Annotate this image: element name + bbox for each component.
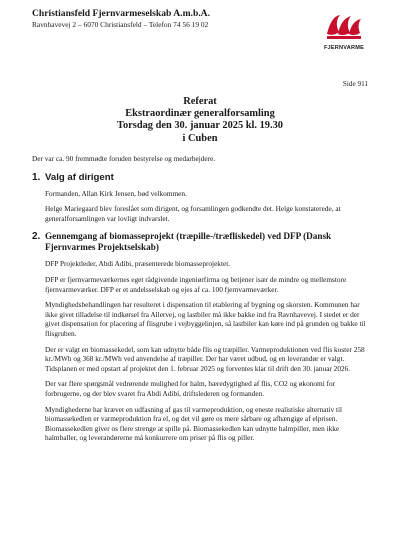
paragraph: DFP er fjernvarmeværkernes eget rådgivende ingeniørfirma og betjener især de mindre og mellemstore fjernvarmeværker. DFP er et andelsselskab og ejes af ca. 100 fjernvarmeværker.	[45, 274, 347, 294]
section-number: 1.	[32, 171, 41, 183]
document-body	[32, 154, 368, 449]
section-number: 2.	[32, 231, 41, 243]
flame-wave-icon	[324, 12, 364, 42]
document-title	[32, 96, 368, 145]
fjernvarme-logo	[320, 12, 368, 58]
logo-wordmark: FJERNVARME	[323, 45, 365, 51]
paragraph: Der var flere spørgsmål vedrørende mulighed for halm, bæredygtighed af flis, CO2 og økonomi for forbrugerne, og der blev svaret fra Abdi Adibi, driftslederen og formanden.	[45, 379, 336, 398]
paragraph: Helge Mariegaard blev foreslået som dirigent, og forsamlingen godkendte det. Helge konstaterede, at generalforsamlingen var lovligt indvarslet.	[45, 204, 341, 223]
paragraph: Myndighederne har krævet en udfasning af gas til varmeproduktion, og eneste realistiske alternativ til biomassekedlen er varmeproduktion fra el, og det vil gøre os mere sårbare og afhængige af elprisen. Biomassekedlen giver os flere strenge at spille på. Biomassekedlen kan udnytte halmpiller, men ikke halmballer, og leverandørerne må konkurrere om priser på flis og piller.	[45, 404, 343, 443]
company-address: Ravnhavevej 2 – 6070 Christiansfeld – Telefon 74 56 19 02	[32, 20, 209, 29]
section-title: Gennemgang af biomasseprojekt (træpille-/træfliskedel) ved DFP (Dansk Fjernvarmes Projektselskab)	[45, 231, 332, 253]
paragraph: Myndighedsbehandlingen har resulteret i dispensation til etablering af bygning og skorsten. Kommunen har ikke givet tilladelse til indkørsel fra Allervej, og lastbiler må ikke bakke ind fra Ravnhavevej. I stedet er der givet dispensation for placering af flisgrube i vejbyggelinjen, så lastbiler kan køre ind på grunden og bakke til flisgruben.	[45, 300, 366, 338]
title-line-3: Torsdag den 30. januar 2025 kl. 19.30	[117, 120, 283, 132]
company-name: Christiansfeld Fjernvarmeselskab A.m.b.A.	[32, 8, 211, 19]
paragraph: DFP Projektleder, Abdi Adibi, præsenterede biomasseprojektet.	[45, 259, 231, 269]
page-number: Side 911	[342, 80, 368, 88]
intro-paragraph: Der var ca. 90 fremmødte foruden bestyrelse og medarbejdere.	[32, 154, 216, 163]
section-title: Valg af dirigent	[45, 171, 114, 183]
section-heading-1	[32, 172, 368, 183]
paragraph: Formanden, Allan Kirk Jensen, bød velkommen.	[45, 188, 187, 198]
title-line-4: i Cuben	[182, 132, 218, 144]
letterhead	[32, 8, 368, 60]
section-heading-2	[32, 231, 368, 253]
paragraph: Der er valgt en biomassekedel, som kan udnytte både flis og træpiller. Varmeproduktionen ved flis koster 258 kr./MWh og 368 kr./MWh ved anvendelse af træpiller. Der har været udbud, og en leverandør er valgt. Tidsplanen er med opstart af projektet den 1. februar 2025 og forventes klar til drift den 30. januar 2026.	[45, 344, 365, 373]
title-line-2: Ekstraordinær generalforsamling	[125, 108, 275, 120]
title-line-1: Referat	[183, 96, 217, 107]
